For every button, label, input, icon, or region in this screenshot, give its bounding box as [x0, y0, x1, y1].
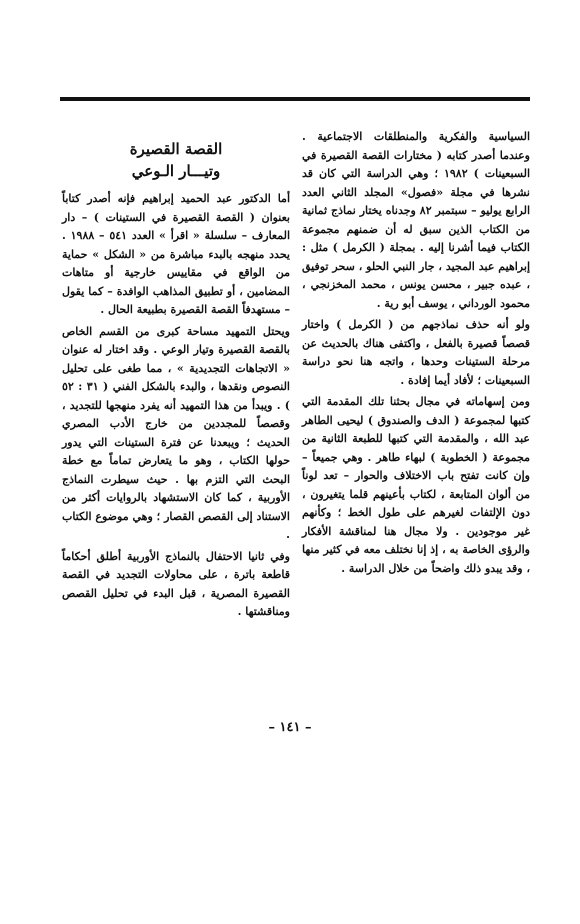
right-paragraph-3: ومن إسهاماته في مجال بحثنا تلك المقدمة التي كتبها لمجموعة ( الدف والصندوق ) ليحيى الطاهر عبد الله ، والمقدمة التي كتبها للطبعة الثانية من مجموعة ( الخطوبة ) لبهاء طاهر . وهي جميعاً – وإن كانت تفتح باب الاختلاف والحوار – تعد لوناً من ألوان المتابعة ، لكتاب بأعينهم قلما يتغيرون ، دون الإلتفات لغيرهم على طول الخط ؛ وكأنهم غير موجودين . ولا مجال هنا لمناقشة الأفكار والرؤى الخاصة به ، إذ إنا نختلف معه في كثير منها ، وقد يبدو ذلك واضحاً من خلال الدراسة . [302, 395, 530, 575]
left-paragraph-3: وفي ثانيا الاحتفال بالنماذج الأوربية أطلق أحكاماً قاطعة باترة ، على محاولات التجديد في القصة القصيرة المصرية ، قبل البدء في تحليل القصص ومناقشتها . [62, 549, 290, 618]
right-column [302, 128, 530, 578]
top-rule [60, 97, 530, 101]
left-paragraph-1: أما الدكتور عبد الحميد إبراهيم فإنه أصدر كتاباً بعنوان ( القصة القصيرة في الستينات ) – دار المعارف – سلسلة « اقرأ » العدد ٥٤١ – ١٩٨٨ . يحدد منهجه بالبدء مباشرة من « الشكل » حماية من الواقع في مقاييس خارجية أو متاهات المضامين ، أو تطبيق المذاهب الوافدة – كما يقول – مستهدفاً القصة القصيرة بطبيعة الحال . [62, 192, 290, 316]
left-column [62, 128, 290, 622]
left-paragraph-2: ويحتل التمهيد مساحة كبرى من القسم الخاص بالقصة القصيرة وتيار الوعي . وقد اختار له عنوان « الاتجاهات التجديدية » ، مما طغى على تحليل النصوص ونقدها ، والبدء بالشكل الفني ( ٣١ : ٥٢ ) . ويبدأ من هذا التمهيد أنه يفرد منهجها للتجديد ، وقصصاً للمجددين من خارج الأدب المصري الحديث ؛ ويبعدنا عن فترة الستينات التي يدور حولها الكتاب ، وهو ما يتعارض تماماً مع خطة البحث التي التزم بها . حيث سيطرت النماذج الأوربية ، كما كان الاستشهاد بالروايات أكثر من الاستناد إلى القصص القصار ؛ وهي موضوع الكتاب . [62, 324, 290, 541]
heading-line-1: القصة القصيرة [129, 140, 223, 158]
page-number: – ١٤١ – [268, 720, 312, 735]
right-paragraph-1: السياسية والفكرية والمنطلقات الاجتماعية . وعندما أصدر كتابه ( مختارات القصة القصيرة في السبعينات ) ١٩٨٢ ؛ وهي الدراسة التي كان قد نشرها في مجلة «فصول» المجلد الثاني العدد الرابع يوليو – سبتمبر ٨٢ وجدناه يختار نماذج ثمانية من الكتاب الذين سبق له أن ضمنهم مجموعة الكتاب فيما أشرنا إليه . بمجلة ( الكرمل ) مثل : إبراهيم عبد المجيد ، جار النبي الحلو ، سحر توفيق ، عبده جبير ، محسن يونس ، محمد المخزنجي ، محمود الورداني ، يوسف أبو رية . [302, 130, 531, 310]
heading-line-2: وتيـــار الـوعي [131, 162, 221, 180]
right-paragraph-2: ولو أنه حذف نماذجهم من ( الكرمل ) واختار قصصاً قصيرة بالفعل ، واكتفى هناك بالحديث عن مرحلة الستينات وحدها ، واتجه هنا نحو دراسة السبعينات ؛ لأفاد أيما إفادة . [302, 318, 530, 387]
section-heading [62, 138, 290, 182]
